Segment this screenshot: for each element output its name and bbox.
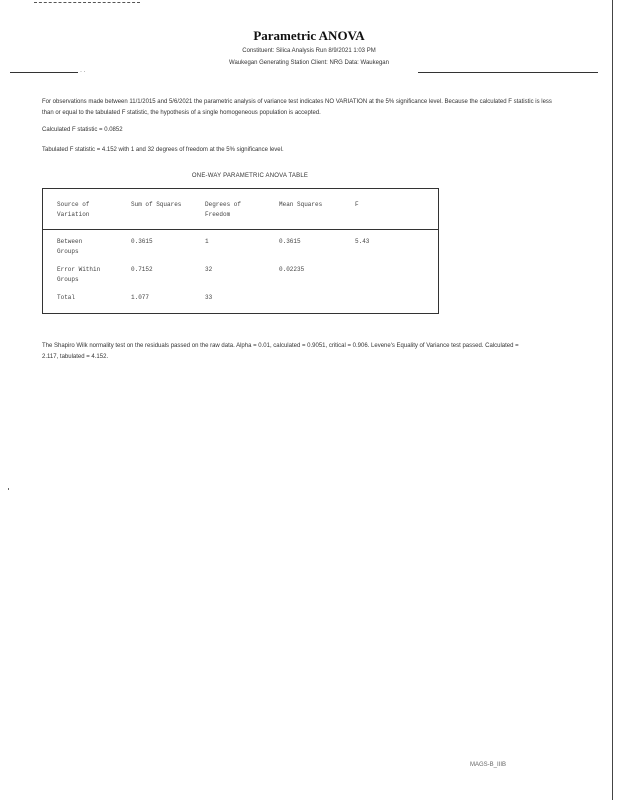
row-error-mean-squares: 0.02235 (279, 266, 305, 273)
row-error-source: Error Within Groups (57, 266, 101, 283)
row-between-sum-of-squares: 0.3615 (131, 238, 153, 245)
row-total-source: Total (57, 294, 76, 301)
row-error-sum-of-squares: 0.7152 (131, 266, 153, 273)
report-subtitle-site: Waukegan Generating Station Client: NRG Data: Waukegan (229, 60, 389, 66)
tabulated-f-statistic: Tabulated F statistic = 4.152 with 1 and 32 degrees of freedom at the 5% significance level. (42, 147, 284, 153)
header-sum-of-squares: Sum of Squares (131, 201, 182, 208)
report-title: Parametric ANOVA (253, 28, 365, 43)
row-between-mean-squares: 0.3615 (279, 238, 301, 245)
scan-edge-right (612, 0, 613, 800)
row-error-df: 32 (205, 266, 213, 273)
calculated-f-statistic: Calculated F statistic = 0.0852 (42, 127, 123, 133)
normality-test-note: The Shapiro Wilk normality test on the residuals passed on the raw data. Alpha = 0.01, calculated = 0.9051, critical = 0.906. Levene's Equality of Variance test passed. Calculated = 2.117, tabulated = 4.152. (42, 343, 519, 360)
header-rule-left (10, 72, 78, 73)
header-source: Source of Variation (57, 201, 90, 218)
anova-header-rule (43, 229, 438, 230)
row-between-f: 5.43 (355, 238, 370, 245)
header-rule-dots: · · (80, 69, 86, 75)
header-mean-squares: Mean Squares (279, 201, 323, 208)
scan-mark-top (34, 2, 140, 3)
row-total-sum-of-squares: 1.077 (131, 294, 150, 301)
row-total-df: 33 (205, 294, 213, 301)
header-f: F (355, 201, 359, 208)
report-subtitle-analysis: Constituent: Silica Analysis Run 8/9/2021 1:03 PM (242, 48, 376, 54)
header-rule-right (418, 72, 598, 73)
row-between-source: Between Groups (57, 238, 83, 255)
anova-table (42, 188, 439, 314)
header-degrees-of-freedom: Degrees of Freedom (205, 201, 242, 218)
anova-table-title: ONE-WAY PARAMETRIC ANOVA TABLE (191, 173, 309, 179)
result-paragraph: For observations made between 11/1/2015 and 5/6/2021 the parametric analysis of variance test indicates NO VARIATION at the 5% significance level. Because the calculated F statistic is less than or equal to the tabulated F statistic, the hypothesis of a single homogeneous population is accepted. (42, 99, 552, 116)
row-between-df: 1 (205, 238, 209, 245)
document-reference: MAGS-B_IIIB (470, 762, 507, 768)
scan-speck (8, 488, 9, 490)
